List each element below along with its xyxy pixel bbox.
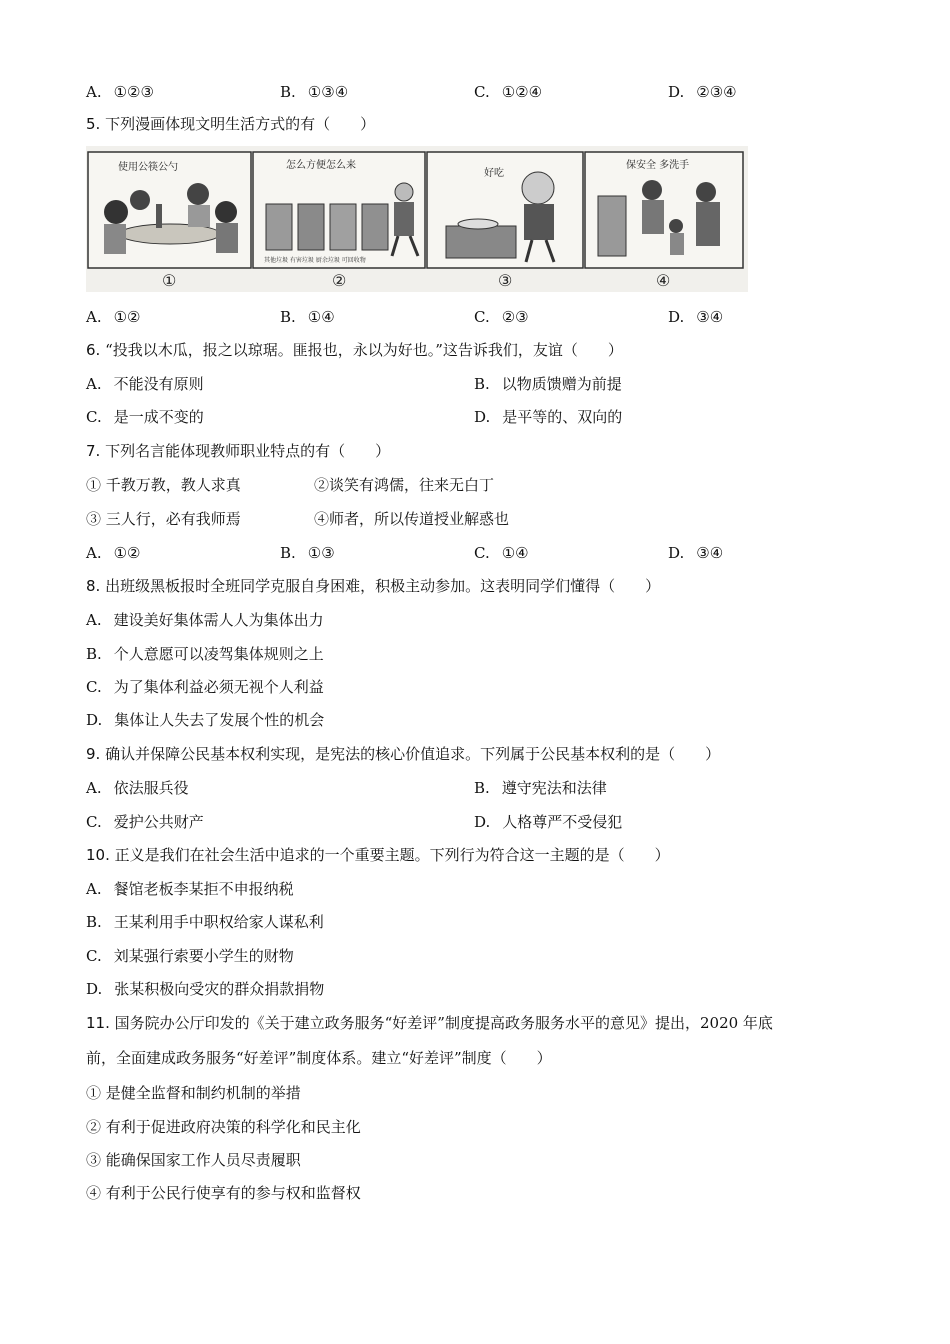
father-head <box>696 182 716 202</box>
q8-option-a[interactable]: A. 建设美好集体需人人为集体出力 <box>86 611 324 629</box>
q7-items-row-1 <box>86 475 906 495</box>
person-2-head <box>130 190 150 210</box>
panel-label-4: ④ <box>656 271 671 290</box>
q7-option-c[interactable]: C. ①④ <box>474 544 529 562</box>
q11-item-1: ① 是健全监督和制约机制的举措 <box>86 1084 301 1102</box>
question-number: 9. <box>86 745 101 763</box>
father-body <box>696 202 720 246</box>
q4-option-a[interactable]: A. ①②③ <box>86 83 154 101</box>
q9-option-d[interactable]: D. 人格尊严不受侵犯 <box>474 813 623 831</box>
panel-label-2: ② <box>332 271 347 290</box>
q7-option-b[interactable]: B. ①③ <box>280 544 335 562</box>
q10-option-c[interactable]: C. 刘某强行索要小学生的财物 <box>86 947 294 965</box>
q6-stem: 6. “投我以木瓜，报之以琼琚。匪报也，永以为好也。”这告诉我们，友谊（ ） <box>86 341 623 359</box>
question-number: 7. <box>86 442 101 460</box>
q9-option-c[interactable]: C. 爱护公共财产 <box>86 813 204 831</box>
bin-labels: 其他垃圾 有害垃圾 厨余垃圾 可回收物 <box>264 257 366 264</box>
q11-item-2: ② 有利于促进政府决策的科学化和民主化 <box>86 1118 361 1136</box>
q9-stem: 9. 确认并保障公民基本权利实现，是宪法的核心价值追求。下列属于公民基本权利的是（ ） <box>86 745 721 763</box>
bin-4 <box>362 204 388 250</box>
q11-stem-line-1: 11. 国务院办公厅印发的《关于建立政务服务“好差评”制度提高政务服务水平的意见》提出，2020 年底 <box>86 1014 773 1032</box>
dining-table <box>446 226 516 258</box>
q7-options <box>86 543 906 563</box>
q9-option-b[interactable]: B. 遵守宪法和法律 <box>474 779 607 797</box>
q5-option-b[interactable]: B. ①④ <box>280 308 335 326</box>
bottle <box>156 204 162 228</box>
q8-option-b[interactable]: B. 个人意愿可以凌驾集体规则之上 <box>86 645 324 663</box>
man-face <box>522 172 554 204</box>
person-3-body <box>188 205 210 227</box>
child-body <box>670 233 684 255</box>
panel-1-caption: 使用公筷公勺 <box>118 162 178 173</box>
question-number: 5. <box>86 115 101 133</box>
q11-stem-line-2: 前，全面建成政务服务“好差评”制度体系。建立“好差评”制度（ ） <box>86 1049 552 1067</box>
person-1-body <box>104 224 126 254</box>
q7-stem: 7. 下列名言能体现教师职业特点的有（ ） <box>86 442 391 460</box>
mother-body <box>642 200 664 234</box>
q7-item-2: ②谈笑有鸿儒，往来无白丁 <box>314 476 495 494</box>
q6-option-b[interactable]: B. 以物质馈赠为前提 <box>474 375 622 393</box>
mother-head <box>642 180 662 200</box>
q10-stem: 10. 正义是我们在社会生活中追求的一个重要主题。下列行为符合这一主题的是（ ） <box>86 846 670 864</box>
q4-option-c[interactable]: C. ①②④ <box>474 83 543 101</box>
person-4-head <box>215 201 237 223</box>
q5-cartoon-image <box>86 146 748 292</box>
q4-option-b[interactable]: B. ①③④ <box>280 83 349 101</box>
q7-item-1: ① 千教万教，教人求真 <box>86 476 241 494</box>
q9-option-a[interactable]: A. 依法服兵役 <box>86 779 189 797</box>
q4-option-d[interactable]: D. ②③④ <box>668 83 737 101</box>
question-number: 8. <box>86 577 101 595</box>
q10-option-d[interactable]: D. 张某积极向受灾的群众捐款捐物 <box>86 980 325 998</box>
man-torso <box>524 204 554 240</box>
q5-stem: 5. 下列漫画体现文明生活方式的有（ ） <box>86 115 376 133</box>
q5-option-c[interactable]: C. ②③ <box>474 308 529 326</box>
q11-item-3: ③ 能确保国家工作人员尽责履职 <box>86 1151 301 1169</box>
question-number: 6. <box>86 341 101 359</box>
person-3-head <box>187 183 209 205</box>
bin-3 <box>330 204 356 250</box>
q9-options-row-1 <box>86 778 906 798</box>
q7-item-3: ③ 三人行，必有我师焉 <box>86 510 241 528</box>
q5-option-a[interactable]: A. ①② <box>86 308 141 326</box>
q10-option-b[interactable]: B. 王某利用手中职权给家人谋私利 <box>86 913 324 931</box>
question-number: 11. <box>86 1014 110 1032</box>
q6-options-row-2 <box>86 407 906 427</box>
panel-label-1: ① <box>162 271 177 290</box>
q8-option-d[interactable]: D. 集体让人失去了发展个性的机会 <box>86 711 325 729</box>
q11-item-4: ④ 有利于公民行使享有的参与权和监督权 <box>86 1184 361 1202</box>
panel-label-3: ③ <box>498 271 513 290</box>
q9-options-row-2 <box>86 812 906 832</box>
question-number: 10. <box>86 846 110 864</box>
q8-stem: 8. 出班级黑板报时全班同学克服自身困难，积极主动参加。这表明同学们懂得（ ） <box>86 577 661 595</box>
q5-options <box>86 307 906 327</box>
q7-option-d[interactable]: D. ③④ <box>668 544 724 562</box>
man-body <box>394 202 414 236</box>
q6-option-c[interactable]: C. 是一成不变的 <box>86 408 204 426</box>
panel-2-caption: 怎么方便怎么来 <box>286 160 356 171</box>
child-head <box>669 219 683 233</box>
q8-option-c[interactable]: C. 为了集体利益必须无视个人利益 <box>86 678 324 696</box>
q6-option-d[interactable]: D. 是平等的、双向的 <box>474 408 623 426</box>
q7-items-row-2 <box>86 509 906 529</box>
panel-4-caption: 保安全 多洗手 <box>626 160 690 171</box>
person-1-head <box>104 200 128 224</box>
bin-2 <box>298 204 324 250</box>
person-4-body <box>216 223 238 253</box>
q4-options <box>86 82 906 102</box>
q5-option-d[interactable]: D. ③④ <box>668 308 724 326</box>
q6-options-row-1 <box>86 374 906 394</box>
man-head <box>395 183 413 201</box>
q7-item-4: ④师者，所以传道授业解惑也 <box>314 510 510 528</box>
q7-option-a[interactable]: A. ①② <box>86 544 141 562</box>
cartoon-svg <box>86 146 748 292</box>
plate <box>458 219 498 229</box>
sink <box>598 196 626 256</box>
q10-option-a[interactable]: A. 餐馆老板李某拒不申报纳税 <box>86 880 294 898</box>
panel-3-caption: 好吃 <box>484 168 504 179</box>
q6-option-a[interactable]: A. 不能没有原则 <box>86 375 204 393</box>
bin-1 <box>266 204 292 250</box>
